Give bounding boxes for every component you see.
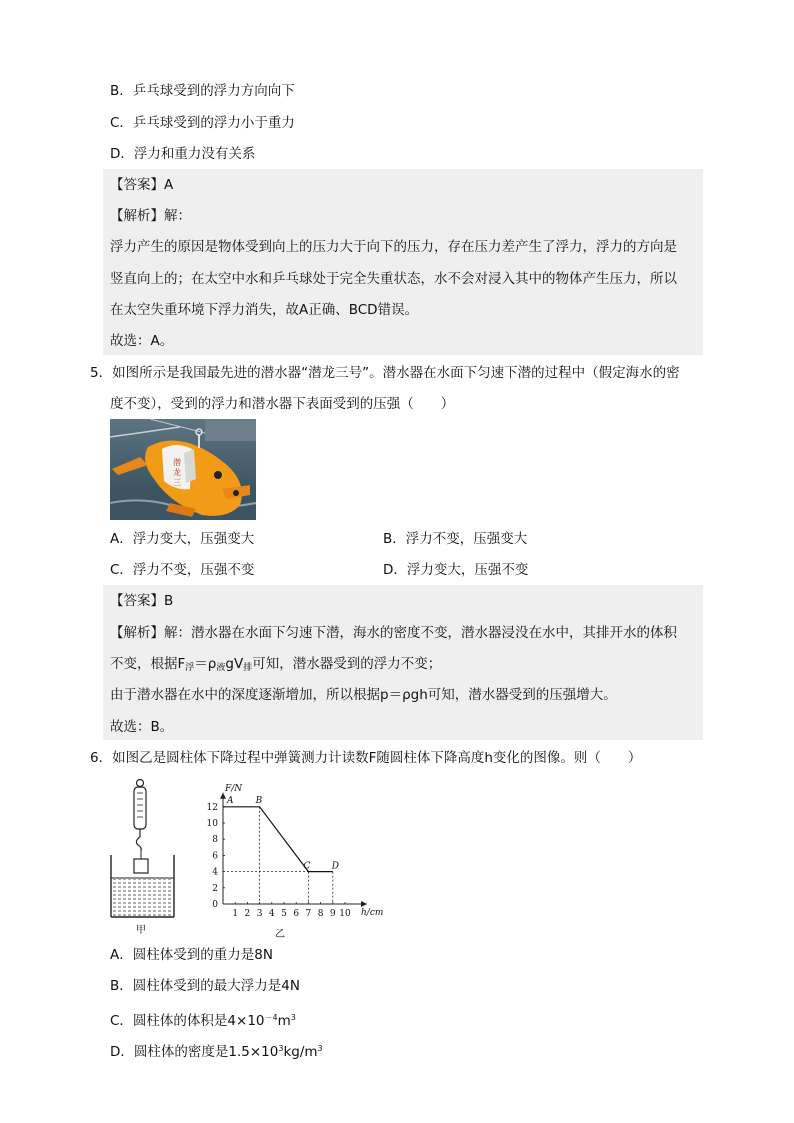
q4-analysis-line-1: 浮力产生的原因是物体受到向上的压力大于向下的压力，存在压力差产生了浮力，浮力的方向是 <box>110 239 677 255</box>
x-tick-label: 6 <box>293 909 300 919</box>
q4-answer-box <box>103 169 703 355</box>
q4-option-d: D．浮力和重力没有关系 <box>110 146 256 162</box>
q6-option-a: A．圆柱体受到的重力是8N <box>110 947 273 963</box>
q4-analysis-line-3: 在太空失重环境下浮力消失，故A正确、BCD错误。 <box>110 302 419 318</box>
point-label-b: B <box>255 795 263 806</box>
q4-analysis-line-2: 竖直向上的；在太空中水和乒乓球处于完全失重状态，水不会对浸入其中的物体产生压力，所以 <box>110 271 677 287</box>
q4-option-c: C．乒乓球受到的浮力小于重力 <box>110 115 295 131</box>
x-tick-label: 2 <box>244 909 251 919</box>
submersible-photo <box>110 419 256 520</box>
x-tick-label: 3 <box>256 909 263 919</box>
q5-analysis-line-1: 【解析】解：潜水器在水面下匀速下潜，海水的密度不变，潜水器浸没在水中，其排开水的体积 <box>110 625 677 641</box>
y-tick-label: 8 <box>212 835 218 846</box>
q6-figure <box>108 777 384 943</box>
q4-option-b: B．乒乓球受到的浮力方向向下 <box>110 83 295 99</box>
q4-answer: 【答案】A <box>110 177 174 193</box>
q6-option-b: B．圆柱体受到的最大浮力是4N <box>110 978 300 994</box>
q5-option-a: A．浮力变大，压强变大 <box>110 531 255 547</box>
q5-stem-line-2: 度不变），受到的浮力和潜水器下表面受到的压强（ ） <box>110 396 455 412</box>
photo-text-3: 三 <box>173 478 181 487</box>
x-axis-arrow <box>361 901 367 907</box>
x-tick-label: 1 <box>232 909 239 919</box>
q5-choose: 故选：B。 <box>110 719 174 735</box>
series-line <box>223 807 333 872</box>
y-tick-label: 4 <box>212 867 218 878</box>
y-axis-label: F/N <box>225 783 243 794</box>
q5-option-b: B．浮力不变，压强变大 <box>383 531 528 547</box>
q6-option-d: D．圆柱体的密度是$1.5\times 10^3kg/m^3$ <box>110 1044 323 1060</box>
q5-analysis-line-2: 不变，根据$F_浮=\rho_液gV_排$可知，潜水器受到的浮力不变； <box>110 656 442 673</box>
point-label-d: D <box>331 861 340 872</box>
y-tick-label: 2 <box>212 883 218 894</box>
x-tick-label: 4 <box>268 909 275 919</box>
q6-stem: 6．如图乙是圆柱体下降过程中弹簧测力计读数F随圆柱体下降高度h变化的图像。则（ ） <box>90 750 642 766</box>
q5-option-c: C．浮力不变，压强不变 <box>110 562 255 578</box>
point-label-a: A <box>227 795 234 806</box>
q6-option-c: C．圆柱体的体积是$4\times 10^{-4}m^3$ <box>110 1013 296 1029</box>
y-tick-label: 10 <box>206 819 218 829</box>
y-tick-label: 12 <box>206 802 218 813</box>
x-tick-label: 9 <box>329 909 336 919</box>
y-tick-label: 6 <box>212 851 218 862</box>
q5-analysis-line-3: 由于潜水器在水中的深度逐渐增加，所以根据p＝ρgh可知，潜水器受到的压强增大。 <box>110 687 617 703</box>
force-height-graph <box>207 784 384 919</box>
q4-analysis-head: 【解析】解： <box>110 208 191 224</box>
photo-text-1: 潜 <box>173 458 181 467</box>
x-axis-label: h/cm <box>361 908 384 918</box>
x-tick-label: 5 <box>281 909 287 919</box>
y-tick-label: 0 <box>212 900 218 910</box>
x-tick-label: 10 <box>339 909 351 919</box>
photo-text-2: 龙 <box>173 468 181 477</box>
q4-choose: 故选：A。 <box>110 333 174 349</box>
spring-scale-apparatus <box>111 780 174 918</box>
q5-answer: 【答案】B <box>110 593 174 609</box>
q5-option-d: D．浮力变大，压强不变 <box>383 562 529 578</box>
point-label-c: C <box>303 861 311 872</box>
x-tick-label: 8 <box>317 909 324 919</box>
x-tick-label: 7 <box>305 909 312 919</box>
q5-stem-line-1: 5．如图所示是我国最先进的潜水器“潜龙三号”。潜水器在水面下匀速下潜的过程中（假定海水的密 <box>90 365 680 381</box>
fig-left-label: 甲 <box>136 925 146 936</box>
fig-right-label: 乙 <box>275 929 285 940</box>
